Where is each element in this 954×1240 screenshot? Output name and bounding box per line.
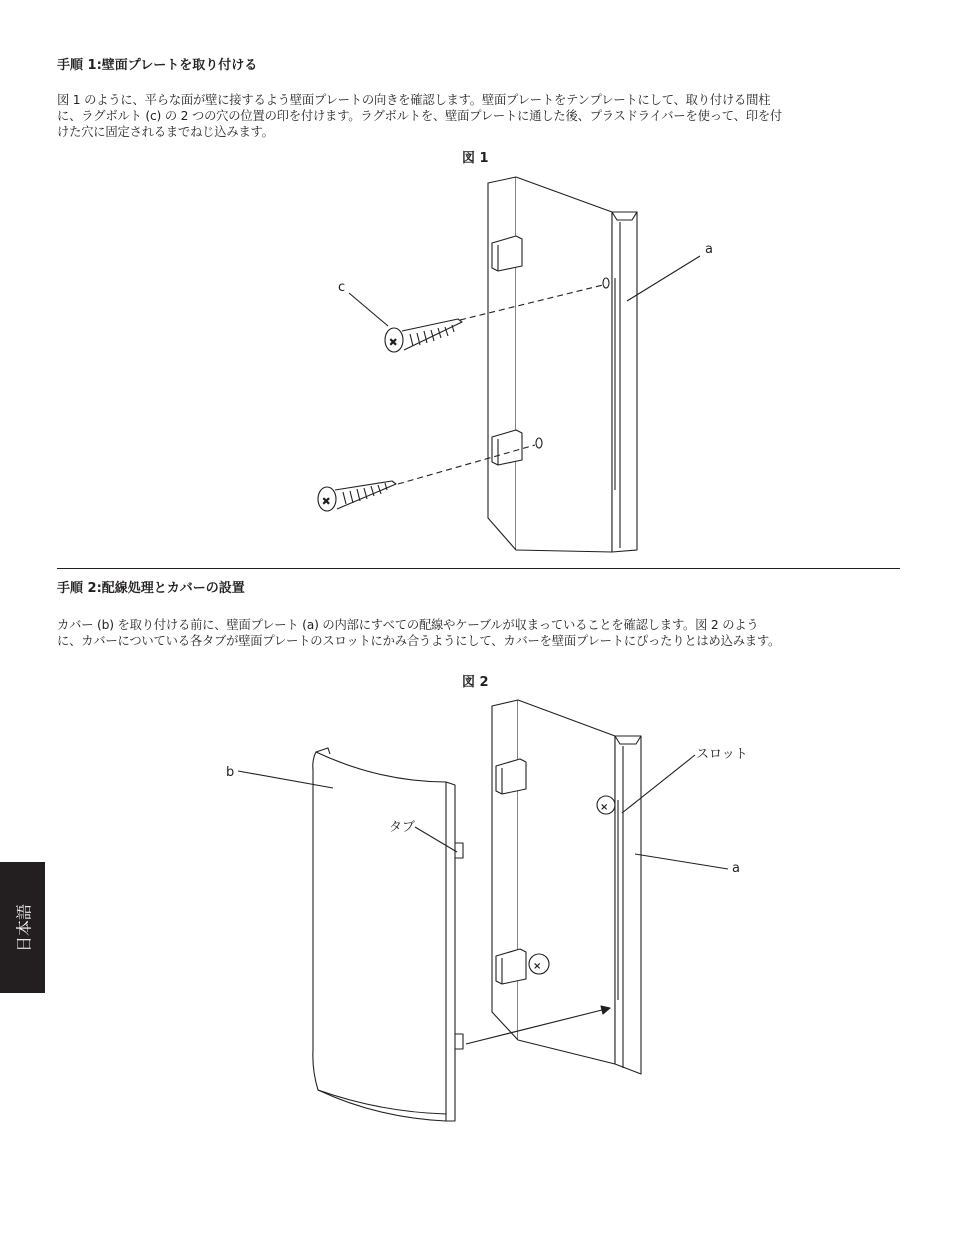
step1-line: けた穴に固定されるまでねじ込みます。 (57, 125, 274, 139)
svg-text:×: × (389, 337, 398, 348)
callout-b: b (226, 765, 235, 780)
callout-slot: スロット (696, 747, 748, 762)
step1-line: 図 1 のように、平らな面が壁に接するよう壁面プレートの向きを確認します。壁面プレートをテンプレートにして、取り付ける間柱 (57, 93, 771, 107)
svg-text:×: × (322, 496, 331, 507)
step2-paragraph (57, 617, 902, 649)
step2-line: に、カバーについている各タブが壁面プレートのスロットにかみ合うようにして、カバーを壁面プレートにぴったりとはめ込みます。 (57, 634, 781, 648)
figure1-illustration (0, 0, 954, 560)
step2-heading: 手順 2:配線処理とカバーの設置 (57, 581, 245, 596)
svg-text:×: × (533, 961, 542, 972)
figure1-label: 図 1 (462, 151, 489, 166)
figure2-illustration (0, 680, 954, 1240)
figure2-label: 図 2 (462, 675, 489, 690)
callout-tab: タブ (389, 820, 416, 835)
callout-a: a (705, 242, 713, 257)
step1-line: に、ラグボルト (c) の 2 つの穴の位置の印を付けます。ラグボルトを、壁面プレートに通した後、プラスドライバーを使って、印を付 (57, 109, 783, 123)
callout-c: c (338, 280, 346, 295)
step2-line: カバー (b) を取り付ける前に、壁面プレート (a) の内部にすべての配線やケーブルが収まっていることを確認します。図 2 のよう (57, 618, 759, 632)
section-divider (57, 568, 900, 569)
language-tab (0, 862, 45, 993)
callout-a2: a (732, 861, 740, 876)
svg-text:×: × (600, 802, 609, 813)
language-tab-label: 日本語 (14, 903, 33, 952)
step1-heading: 手順 1:壁面プレートを取り付ける (57, 58, 258, 73)
